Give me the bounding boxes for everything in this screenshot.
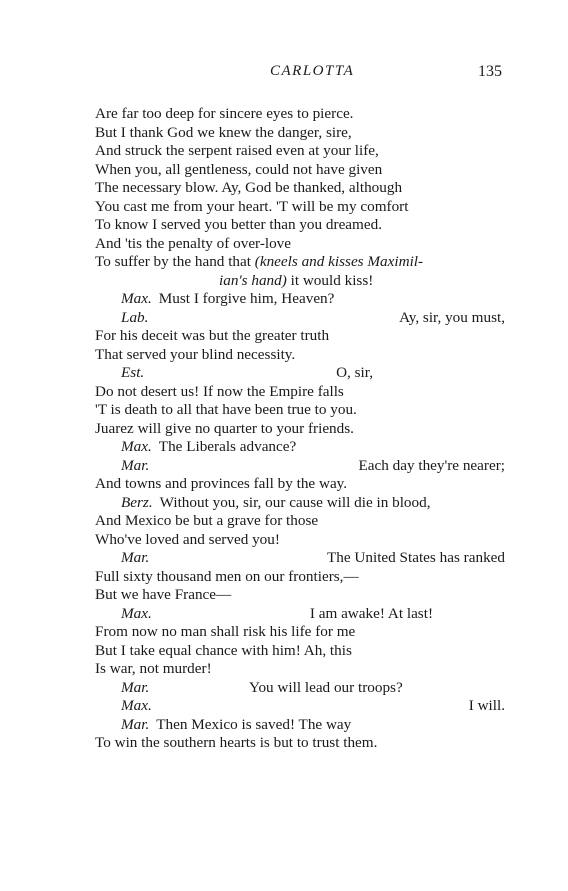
line-text: To know I served you better than you dreamed. [95, 216, 382, 233]
verse-line-31 [95, 660, 505, 679]
verse-line-17 [95, 401, 505, 420]
verse-line-19 [95, 438, 505, 457]
line-text: I am awake! At last! [309, 604, 433, 622]
line-text: To suffer by the hand that [95, 253, 255, 270]
speaker-label: Est. [121, 364, 145, 381]
verse-line-10 [95, 272, 505, 291]
line-text: You cast me from your heart. 'T will be my comfort [95, 197, 409, 215]
verse-line-5 [95, 179, 505, 198]
verse-line-30 [95, 642, 505, 661]
poem-text [95, 105, 505, 753]
line-text: The United States has ranked [327, 549, 505, 566]
verse-line-28 [95, 605, 505, 624]
verse-line-35 [95, 734, 505, 753]
line-text: Are far too deep for sincere eyes to pierce. [95, 105, 354, 122]
line-text: Each day they're nearer; [358, 456, 505, 474]
stage-direction: ian's hand) [219, 271, 287, 289]
verse-line-13 [95, 327, 505, 346]
line-text: And towns and provinces fall by the way. [95, 475, 348, 492]
line-text: From now no man shall risk his life for me [95, 623, 356, 640]
verse-line-14 [95, 346, 505, 365]
line-text: 'T is death to all that have been true to you. [95, 401, 357, 418]
line-text: I will. [468, 697, 505, 714]
line-text: But I thank God we knew the danger, sire, [95, 123, 352, 141]
line-text: Full sixty thousand men on our frontiers,— [95, 567, 359, 585]
speaker-label: Berz. [121, 493, 153, 511]
verse-line-26 [95, 568, 505, 587]
line-text: But we have France— [95, 586, 232, 603]
verse-line-1 [95, 105, 505, 124]
speaker-label: Mar. [121, 549, 150, 566]
line-text: For his deceit was but the greater truth [95, 327, 330, 344]
line-text: When you, all gentleness, could not have given [95, 160, 383, 178]
speaker-label: Mar. [121, 678, 150, 696]
verse-line-3 [95, 142, 505, 161]
verse-line-29 [95, 623, 505, 642]
line-text: Must I forgive him, Heaven? [158, 290, 335, 307]
running-head [0, 63, 568, 83]
speaker-label: Mar. [121, 715, 150, 733]
verse-line-16 [95, 383, 505, 402]
verse-line-34 [95, 716, 505, 735]
verse-line-12 [95, 309, 505, 328]
line-text: Without you, sir, our cause will die in blood, [159, 493, 431, 511]
line-text: The Liberals advance? [158, 438, 297, 455]
line-text: The necessary blow. Ay, God be thanked, although [95, 179, 403, 196]
verse-line-27 [95, 586, 505, 605]
verse-line-11 [95, 290, 505, 309]
speaker-label: Max. [121, 697, 152, 714]
line-text: Is war, not murder! [95, 660, 212, 677]
line-text: Who've loved and served you! [95, 530, 280, 548]
line-text: That served your blind necessity. [95, 345, 296, 363]
verse-line-23 [95, 512, 505, 531]
line-text: And Mexico be but a grave for those [95, 512, 319, 529]
verse-line-9 [95, 253, 505, 272]
line-text: And 'tis the penalty of over-love [95, 234, 292, 252]
line-text: Ay, sir, you must, [399, 308, 505, 326]
verse-line-22 [95, 494, 505, 513]
verse-line-8 [95, 235, 505, 254]
speaker-label: Max. [121, 604, 152, 622]
speaker-label: Lab. [121, 308, 149, 326]
speaker-label: Mar. [121, 456, 150, 474]
verse-line-18 [95, 420, 505, 439]
speaker-label: Max. [121, 438, 152, 455]
line-text: it would kiss! [286, 271, 374, 289]
line-text: You will lead our troops? [249, 678, 403, 696]
verse-line-2 [95, 124, 505, 143]
verse-line-7 [95, 216, 505, 235]
speaker-label: Max. [121, 290, 152, 307]
line-text: O, sir, [336, 364, 373, 381]
line-text: To win the southern hearts is but to trust them. [95, 734, 378, 751]
verse-line-4 [95, 161, 505, 180]
line-text: Then Mexico is saved! The way [156, 715, 352, 733]
verse-line-32 [95, 679, 505, 698]
verse-line-21 [95, 475, 505, 494]
running-title: CARLOTTA [270, 63, 355, 79]
page-number: 135 [478, 63, 502, 80]
verse-line-6 [95, 198, 505, 217]
verse-line-33 [95, 697, 505, 716]
line-text: And struck the serpent raised even at your life, [95, 142, 379, 159]
line-text: Juarez will give no quarter to your friends. [95, 419, 354, 437]
verse-line-15 [95, 364, 505, 383]
stage-direction: (kneels and kisses Maximil- [254, 253, 424, 270]
verse-line-24 [95, 531, 505, 550]
line-text: But I take equal chance with him! Ah, this [95, 641, 352, 659]
verse-line-25 [95, 549, 505, 568]
verse-line-20 [95, 457, 505, 476]
line-text: Do not desert us! If now the Empire falls [95, 382, 344, 400]
